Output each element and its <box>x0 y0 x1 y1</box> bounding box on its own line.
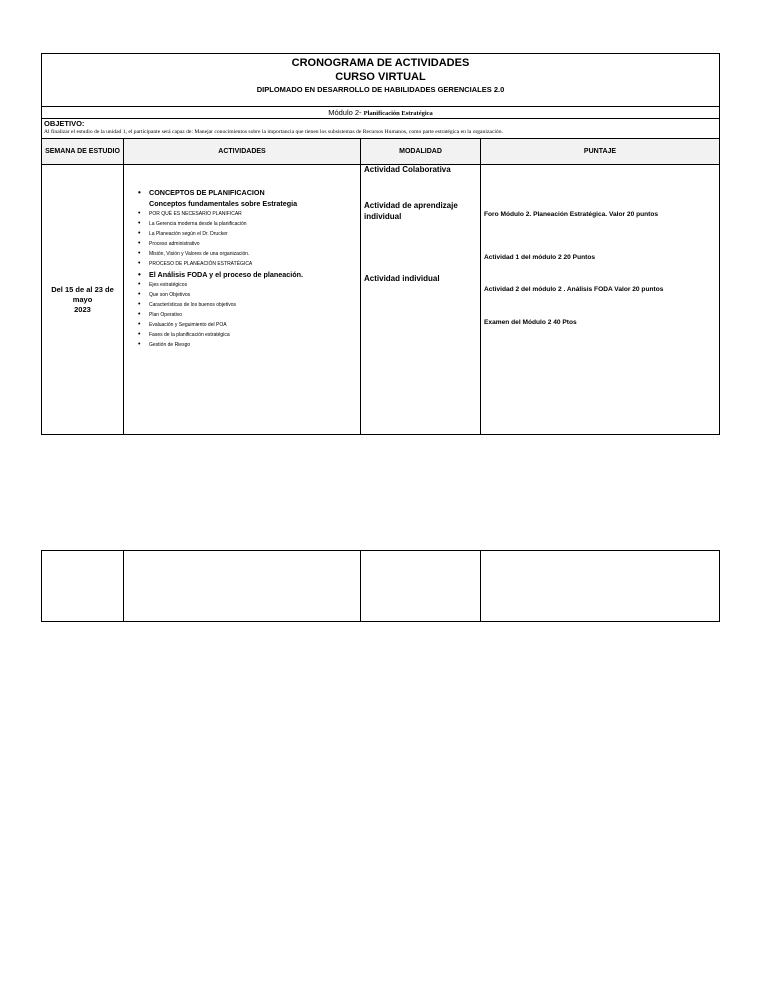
list-item: • El Análisis FODA y el proceso de planeación. <box>138 269 303 280</box>
modalidad-cell <box>361 165 481 434</box>
objective-label: OBJETIVO: <box>44 119 85 128</box>
activity-list <box>138 187 303 350</box>
list-item: • CONCEPTOS DE PLANIFICACION <box>138 187 303 198</box>
list-item: • Características de los buenos objetivos <box>138 300 303 310</box>
modality-item: Actividad de aprendizaje individual <box>364 201 458 221</box>
score-item: Foro Módulo 2. Planeación Estratégica. Valor 20 puntos <box>484 211 659 218</box>
empty-cell <box>481 551 719 621</box>
list-item: • Que son Objetivos <box>138 290 303 300</box>
list-item: • PROCESO DE PLANEACIÓN ESTRATÉGICA <box>138 259 303 269</box>
semana-line: 2023 <box>74 304 91 314</box>
list-item: • Proceso administrativo <box>138 239 303 249</box>
actividades-cell <box>124 165 361 434</box>
list-item: • Fases de la planificación estratégica <box>138 330 303 340</box>
module-row <box>42 107 719 119</box>
schedule-table <box>41 53 720 435</box>
header-puntaje: PUNTAJE <box>481 139 719 165</box>
table-row <box>42 165 719 434</box>
document-subtitle: CURSO VIRTUAL <box>335 71 426 83</box>
header-actividades: ACTIVIDADES <box>124 139 361 165</box>
objective-row <box>42 119 719 139</box>
objective-text: Al finalizar el estudio de la unidad 1, el participante será capaz de: Manejar conocimientos sobre la importancia que tienen los subsistemas de Recursos Humanos, como parte estratégica en la organización. <box>44 129 503 135</box>
list-item: • POR QUÉ ES NECESARIO PLANIFICAR <box>138 209 303 219</box>
header-modalidad: MODALIDAD <box>361 139 481 165</box>
list-item: • Ejes estratégicos <box>138 280 303 290</box>
list-item: • Evaluación y Seguimiento del POA <box>138 320 303 330</box>
list-item: • Gestión de Riesgo <box>138 340 303 350</box>
list-item: Conceptos fundamentales sobre Estrategia <box>149 199 298 208</box>
empty-cell <box>124 551 361 621</box>
column-headers <box>42 139 719 165</box>
module-name: Planificación Estratégica <box>363 110 433 117</box>
empty-row <box>42 551 719 621</box>
empty-cell <box>361 551 481 621</box>
list-item: • La Planeación según el Dr. Drucker <box>138 229 303 239</box>
module-label: Módulo 2- <box>328 108 362 117</box>
semana-line: Del 15 de al 23 de <box>51 284 114 294</box>
program-name: DIPLOMADO EN DESARROLLO DE HABILIDADES GERENCIALES 2.0 <box>256 85 505 94</box>
puntaje-cell <box>481 165 719 434</box>
semana-cell <box>42 165 124 434</box>
header-semana: SEMANA DE ESTUDIO <box>42 139 124 165</box>
score-item: Actividad 1 del módulo 2 20 Puntos <box>484 254 596 261</box>
list-item: • Plan Operativo <box>138 310 303 320</box>
document-title: CRONOGRAMA DE ACTIVIDADES <box>291 57 470 69</box>
score-item: Examen del Módulo 2 40 Ptos <box>484 319 577 326</box>
score-item: Actividad 2 del módulo 2 . Análisis FODA Valor 20 puntos <box>484 286 664 293</box>
empty-table <box>41 550 720 622</box>
empty-cell <box>42 551 124 621</box>
semana-line: mayo <box>72 294 93 304</box>
modality-item: Actividad Colaborativa <box>364 165 451 174</box>
list-item: • La Gerencia moderna desde la planificación <box>138 219 303 229</box>
modality-item: Actividad individual <box>364 274 440 283</box>
title-block <box>42 54 719 107</box>
list-item: • Misión, Visión y Valores de una organización. <box>138 249 303 259</box>
